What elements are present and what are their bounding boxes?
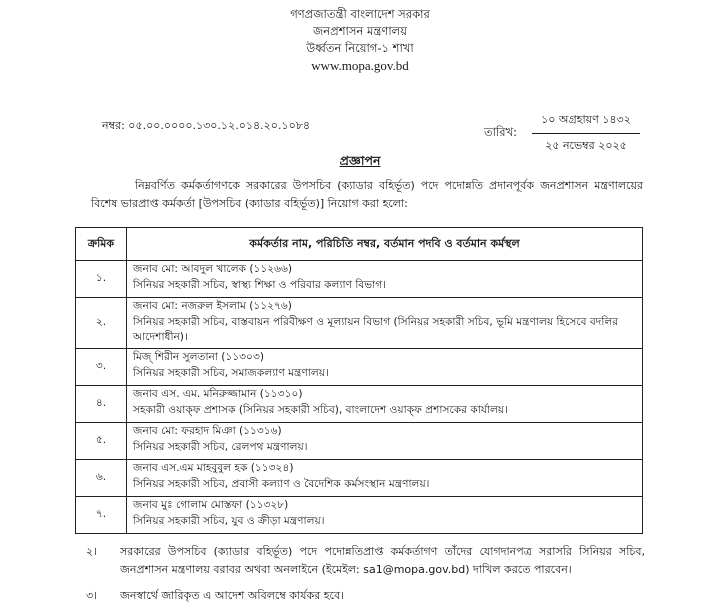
- row-serial: ১.: [76, 261, 127, 298]
- officer-post: সহকারী ওয়াক্ফ প্রশাসক (সিনিয়র সহকারী সচিব), বাংলাদেশ ওয়াক্ফ প্রশাসকের কার্যালয়।: [133, 403, 508, 416]
- row-details: [127, 261, 643, 298]
- row-details: [127, 386, 643, 423]
- memo-number: নম্বর: ০৫.০০.০০০০.১৩০.১২.০১৪.২০.১০৮৪: [102, 119, 311, 132]
- row-details: [127, 423, 643, 460]
- row-serial: ২.: [76, 298, 127, 349]
- paragraph-3: [86, 587, 645, 605]
- table-row: [76, 386, 643, 423]
- paragraph-text: সরকারের উপসচিব (ক্যাডার বহির্ভূত) পদে পদোন্নতিপ্রাপ্ত কর্মকর্তাগণ তাঁদের যোগদানপত্র সরাসরি সিনিয়র সচিব, জনপ্রশাসন মন্ত্রণালয় বরাবর অথবা অনলাইনে (ইমেইল: sa1@mopa.gov.bd) দাখিল করতে পারবেন।: [120, 545, 645, 576]
- table-row: [76, 423, 643, 460]
- paragraph-text: জনস্বার্থে জারিকৃত এ আদেশ অবিলম্বে কার্যকর হবে।: [120, 589, 345, 602]
- officer-post: সিনিয়র সহকারী সচিব, স্বাস্থ্য শিক্ষা ও পরিবার কল্যাণ বিভাগ।: [133, 278, 386, 291]
- officer-post: সিনিয়র সহকারী সচিব, বাস্তবায়ন পরিবীক্ষণ ও মূল্যায়ন বিভাগ (সিনিয়র সহকারী সচিব, ভূমি মন্ত্রণালয় হিসেবে বদলির আদেশাধীন)।: [133, 315, 619, 343]
- col-serial-header: ক্রমিক: [76, 228, 127, 261]
- row-serial: ৭.: [76, 497, 127, 534]
- paragraph-number: ২।: [86, 545, 98, 558]
- table-header-row: [76, 228, 643, 261]
- officer-post: সিনিয়র সহকারী সচিব, সমাজকল্যাণ মন্ত্রণালয়।: [133, 366, 329, 379]
- ministry-name: জনপ্রশাসন মন্ত্রণালয়: [313, 24, 407, 38]
- table-row: [76, 298, 643, 349]
- date-bangla: ১০ অগ্রহায়ণ ১৪৩২: [532, 109, 640, 134]
- row-details: [127, 298, 643, 349]
- paragraph-2: [86, 543, 645, 579]
- paragraph-number: ৩।: [86, 589, 98, 602]
- row-details: [127, 460, 643, 497]
- row-details: [127, 349, 643, 386]
- notice-title: প্রজ্ঞাপন: [339, 153, 381, 168]
- date-gregorian: ২৫ নভেম্বর ২০২৫: [545, 139, 627, 152]
- row-details: [127, 497, 643, 534]
- row-serial: ৪.: [76, 386, 127, 423]
- row-serial: ৬.: [76, 460, 127, 497]
- table-row: [76, 261, 643, 298]
- website-link[interactable]: www.mopa.gov.bd: [311, 58, 409, 73]
- table-row: [76, 349, 643, 386]
- date-block: [532, 109, 640, 156]
- govt-name: গণপ্রজাতন্ত্রী বাংলাদেশ সরকার: [290, 7, 430, 21]
- intro-paragraph: নিম্নবর্ণিত কর্মকর্তাগণকে সরকারের উপসচিব (ক্যাডার বহির্ভূত) পদে পদোন্নতি প্রদানপূর্বক জনপ্রশাসন মন্ত্রণালয়ের বিশেষ ভারপ্রাপ্ত কর্মকর্তা [উপসচিব (ক্যাডার বহির্ভূত)] নিয়োগ করা হলো:: [91, 179, 643, 210]
- nominee-table: [75, 227, 643, 534]
- section-name: উর্ধ্বতন নিয়োগ-১ শাখা: [306, 41, 414, 55]
- officer-name: জনাব মো: ফরহাদ মিঞা (১১৩১৬): [133, 425, 282, 437]
- row-serial: ৩.: [76, 349, 127, 386]
- row-serial: ৫.: [76, 423, 127, 460]
- letterhead: [0, 6, 720, 74]
- officer-name: জনাব এস.এম মাহবুবুল হক (১১৩২৪): [133, 462, 294, 474]
- table-row: [76, 497, 643, 534]
- col-details-header: কর্মকর্তার নাম, পরিচিতি নম্বর, বর্তমান পদবি ও বর্তমান কর্মস্থল: [127, 228, 643, 261]
- officer-name: জনাব এস. এম. মনিরুজ্জামান (১১৩১০): [133, 388, 303, 400]
- officer-post: সিনিয়র সহকারী সচিব, রেলপথ মন্ত্রণালয়।: [133, 440, 308, 453]
- officer-name: মিজ্ শিরীন সুলতানা (১১৩০৩): [133, 351, 264, 363]
- date-label: তারিখ:: [484, 125, 518, 139]
- officer-post: সিনিয়র সহকারী সচিব, যুব ও ক্রীড়া মন্ত্রণালয়।: [133, 514, 325, 527]
- officer-name: জনাব মো: নজরুল ইসলাম (১১২৭৬): [133, 300, 292, 312]
- officer-name: জনাব মো: আবদুল খালেক (১১২৬৬): [133, 263, 293, 275]
- officer-post: সিনিয়র সহকারী সচিব, প্রবাসী কল্যাণ ও বৈদেশিক কর্মসংস্থান মন্ত্রণালয়।: [133, 477, 430, 490]
- table-row: [76, 460, 643, 497]
- officer-name: জনাব মুঃ গোলাম মোস্তফা (১১৩২৮): [133, 499, 289, 511]
